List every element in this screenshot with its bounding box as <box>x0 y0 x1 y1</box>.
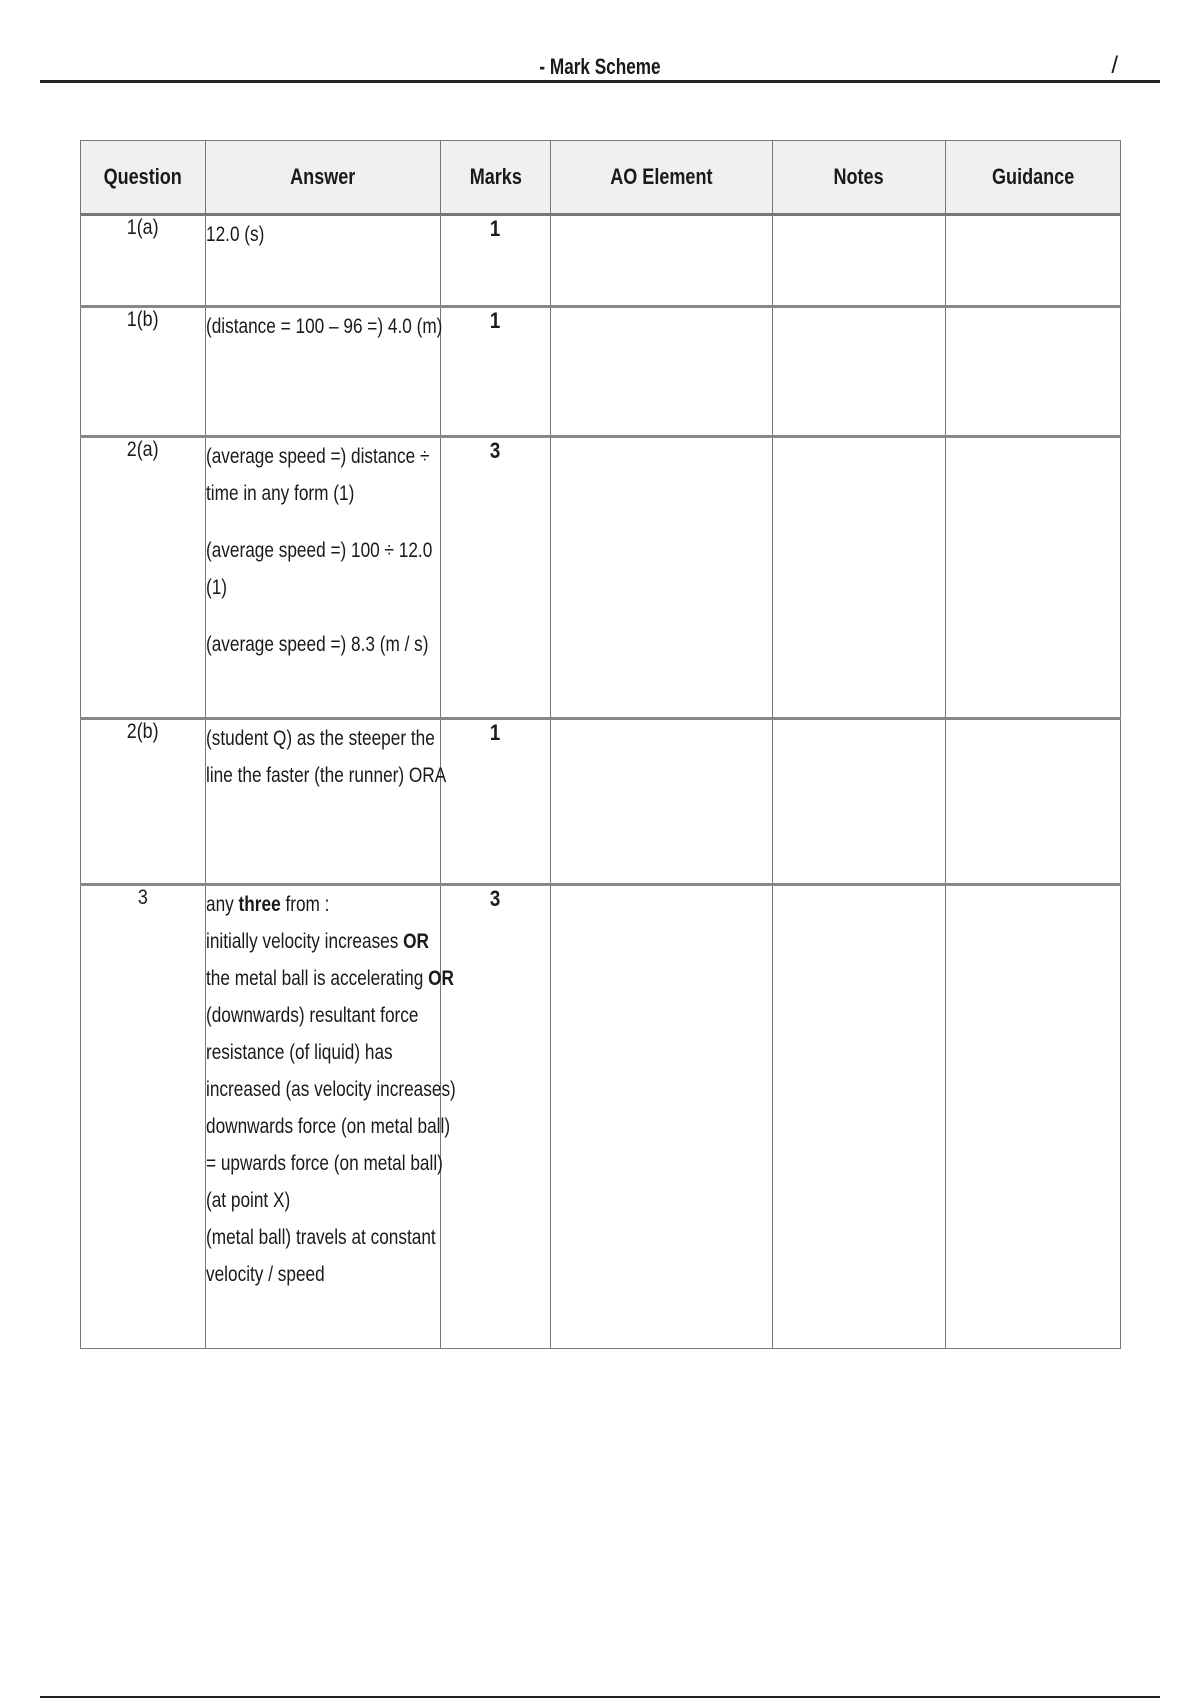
column-header-guidance: Guidance <box>946 141 1121 215</box>
question-cell: 1(a) <box>81 215 206 307</box>
ao-element-cell <box>551 719 773 885</box>
table-row <box>81 437 1121 719</box>
question-cell: 1(b) <box>81 307 206 437</box>
guidance-cell <box>946 215 1121 307</box>
column-header-marks: Marks <box>441 141 551 215</box>
ao-element-cell <box>551 215 773 307</box>
answer-cell: 12.0 (s) <box>206 215 441 307</box>
table-header-row <box>81 141 1121 215</box>
marks-cell: 1 <box>441 215 551 307</box>
notes-cell <box>773 307 946 437</box>
guidance-cell <box>946 307 1121 437</box>
marks-cell: 3 <box>441 437 551 719</box>
answer-cell: (average speed =) distance ÷ time in any form (1) (average speed =) 100 ÷ 12.0 (1) (average speed =) 8.3 (m / s) <box>206 437 441 719</box>
ao-element-cell <box>551 437 773 719</box>
notes-cell <box>773 215 946 307</box>
guidance-cell <box>946 719 1121 885</box>
ao-element-cell <box>551 885 773 1349</box>
guidance-cell <box>946 437 1121 719</box>
mark-scheme-table <box>80 140 1121 1349</box>
header-page-marker: / <box>1111 52 1118 79</box>
question-cell: 2(a) <box>81 437 206 719</box>
marks-cell: 3 <box>441 885 551 1349</box>
notes-cell <box>773 437 946 719</box>
table-row <box>81 885 1121 1349</box>
answer-cell: (student Q) as the steeper the line the faster (the runner) ORA <box>206 719 441 885</box>
question-cell: 3 <box>81 885 206 1349</box>
table-row <box>81 215 1121 307</box>
marks-cell: 1 <box>441 719 551 885</box>
notes-cell <box>773 719 946 885</box>
column-header-answer: Answer <box>206 141 441 215</box>
table-row <box>81 719 1121 885</box>
question-cell: 2(b) <box>81 719 206 885</box>
page-title: - Mark Scheme <box>539 54 661 79</box>
notes-cell <box>773 885 946 1349</box>
ao-element-cell <box>551 307 773 437</box>
marks-cell: 1 <box>441 307 551 437</box>
answer-cell: any three from : initially velocity increases OR the metal ball is accelerating OR (downwards) resultant force resistance (of liquid) has increased (as velocity increases) downwards force (on metal ball) = upwards force (on metal ball) (at point X) (metal ball) travels at constant velocity / speed <box>206 885 441 1349</box>
guidance-cell <box>946 885 1121 1349</box>
answer-cell: (distance = 100 – 96 =) 4.0 (m) <box>206 307 441 437</box>
page-header <box>40 52 1160 83</box>
column-header-question: Question <box>81 141 206 215</box>
table-row <box>81 307 1121 437</box>
column-header-notes: Notes <box>773 141 946 215</box>
column-header-ao-element: AO Element <box>551 141 773 215</box>
footer-rule <box>40 1696 1160 1698</box>
